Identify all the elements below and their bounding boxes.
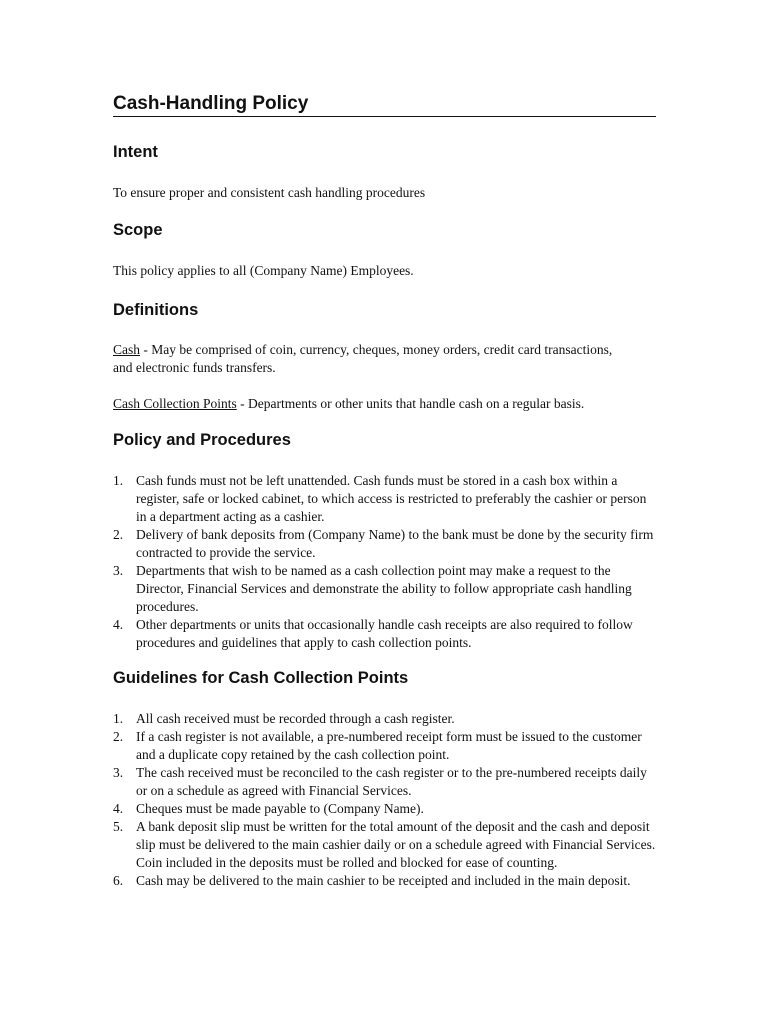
list-item	[113, 710, 658, 728]
list-text: If a cash register is not available, a pre-numbered receipt form must be issued to the customer and a duplicate copy retained by the cash collection point.	[136, 729, 642, 762]
list-item	[113, 616, 658, 652]
list-number: 5.	[113, 819, 124, 834]
list-item	[113, 472, 658, 526]
definition-term: Cash Collection Points	[113, 396, 237, 411]
list-text: Cheques must be made payable to (Company Name).	[136, 801, 424, 816]
list-number: 3.	[113, 765, 124, 780]
section-heading-intent: Intent	[113, 143, 158, 161]
list-number: 2.	[113, 729, 124, 744]
section-heading-scope: Scope	[113, 221, 163, 239]
list-number: 6.	[113, 873, 124, 888]
definition-cash-collection-points	[113, 395, 658, 413]
page-title: Cash-Handling Policy	[113, 92, 656, 117]
definition-term: Cash	[113, 342, 140, 357]
section-heading-policy: Policy and Procedures	[113, 431, 291, 449]
list-number: 1.	[113, 711, 124, 726]
list-item	[113, 728, 658, 764]
list-item	[113, 764, 658, 800]
definition-cash	[113, 341, 633, 377]
list-item	[113, 872, 658, 890]
list-text: Departments that wish to be named as a cash collection point may make a request to the Director, Financial Services and demonstrate the ability to follow appropriate cash handling procedures.	[136, 563, 632, 614]
list-text: Delivery of bank deposits from (Company Name) to the bank must be done by the security firm contracted to provide the service.	[136, 527, 654, 560]
list-text: Cash funds must not be left unattended. Cash funds must be stored in a cash box within a register, safe or locked cabinet, to which access is restricted to preferably the cashier or person in a department acting as a cashier.	[136, 473, 647, 524]
list-item	[113, 800, 658, 818]
definition-text: - May be comprised of coin, currency, cheques, money orders, credit card transactions, and electronic funds transfers.	[113, 342, 613, 375]
definition-text: - Departments or other units that handle cash on a regular basis.	[236, 396, 585, 411]
list-number: 2.	[113, 527, 124, 542]
list-number: 1.	[113, 473, 124, 488]
section-heading-definitions: Definitions	[113, 301, 199, 319]
list-number: 4.	[113, 617, 124, 632]
section-heading-guidelines: Guidelines for Cash Collection Points	[113, 669, 409, 687]
intent-text: To ensure proper and consistent cash handling procedures	[113, 185, 426, 200]
list-text: All cash received must be recorded through a cash register.	[136, 711, 455, 726]
list-number: 4.	[113, 801, 124, 816]
policy-list	[113, 472, 658, 652]
list-text: Other departments or units that occasionally handle cash receipts are also required to follow procedures and guidelines that apply to cash collection points.	[136, 617, 633, 650]
list-item	[113, 562, 658, 616]
list-item	[113, 526, 658, 562]
scope-text: This policy applies to all (Company Name) Employees.	[113, 263, 414, 278]
list-text: Cash may be delivered to the main cashier to be receipted and included in the main deposit.	[136, 873, 631, 888]
list-text: A bank deposit slip must be written for the total amount of the deposit and the cash and deposit slip must be delivered to the main cashier daily or on a schedule agreed with Financial Services. Coin included in the deposits must be rolled and blocked for ease of counting.	[136, 819, 656, 870]
list-item	[113, 818, 658, 872]
list-number: 3.	[113, 563, 124, 578]
list-text: The cash received must be reconciled to the cash register or to the pre-numbered receipts daily or on a schedule as agreed with Financial Services.	[136, 765, 647, 798]
guidelines-list	[113, 710, 658, 890]
